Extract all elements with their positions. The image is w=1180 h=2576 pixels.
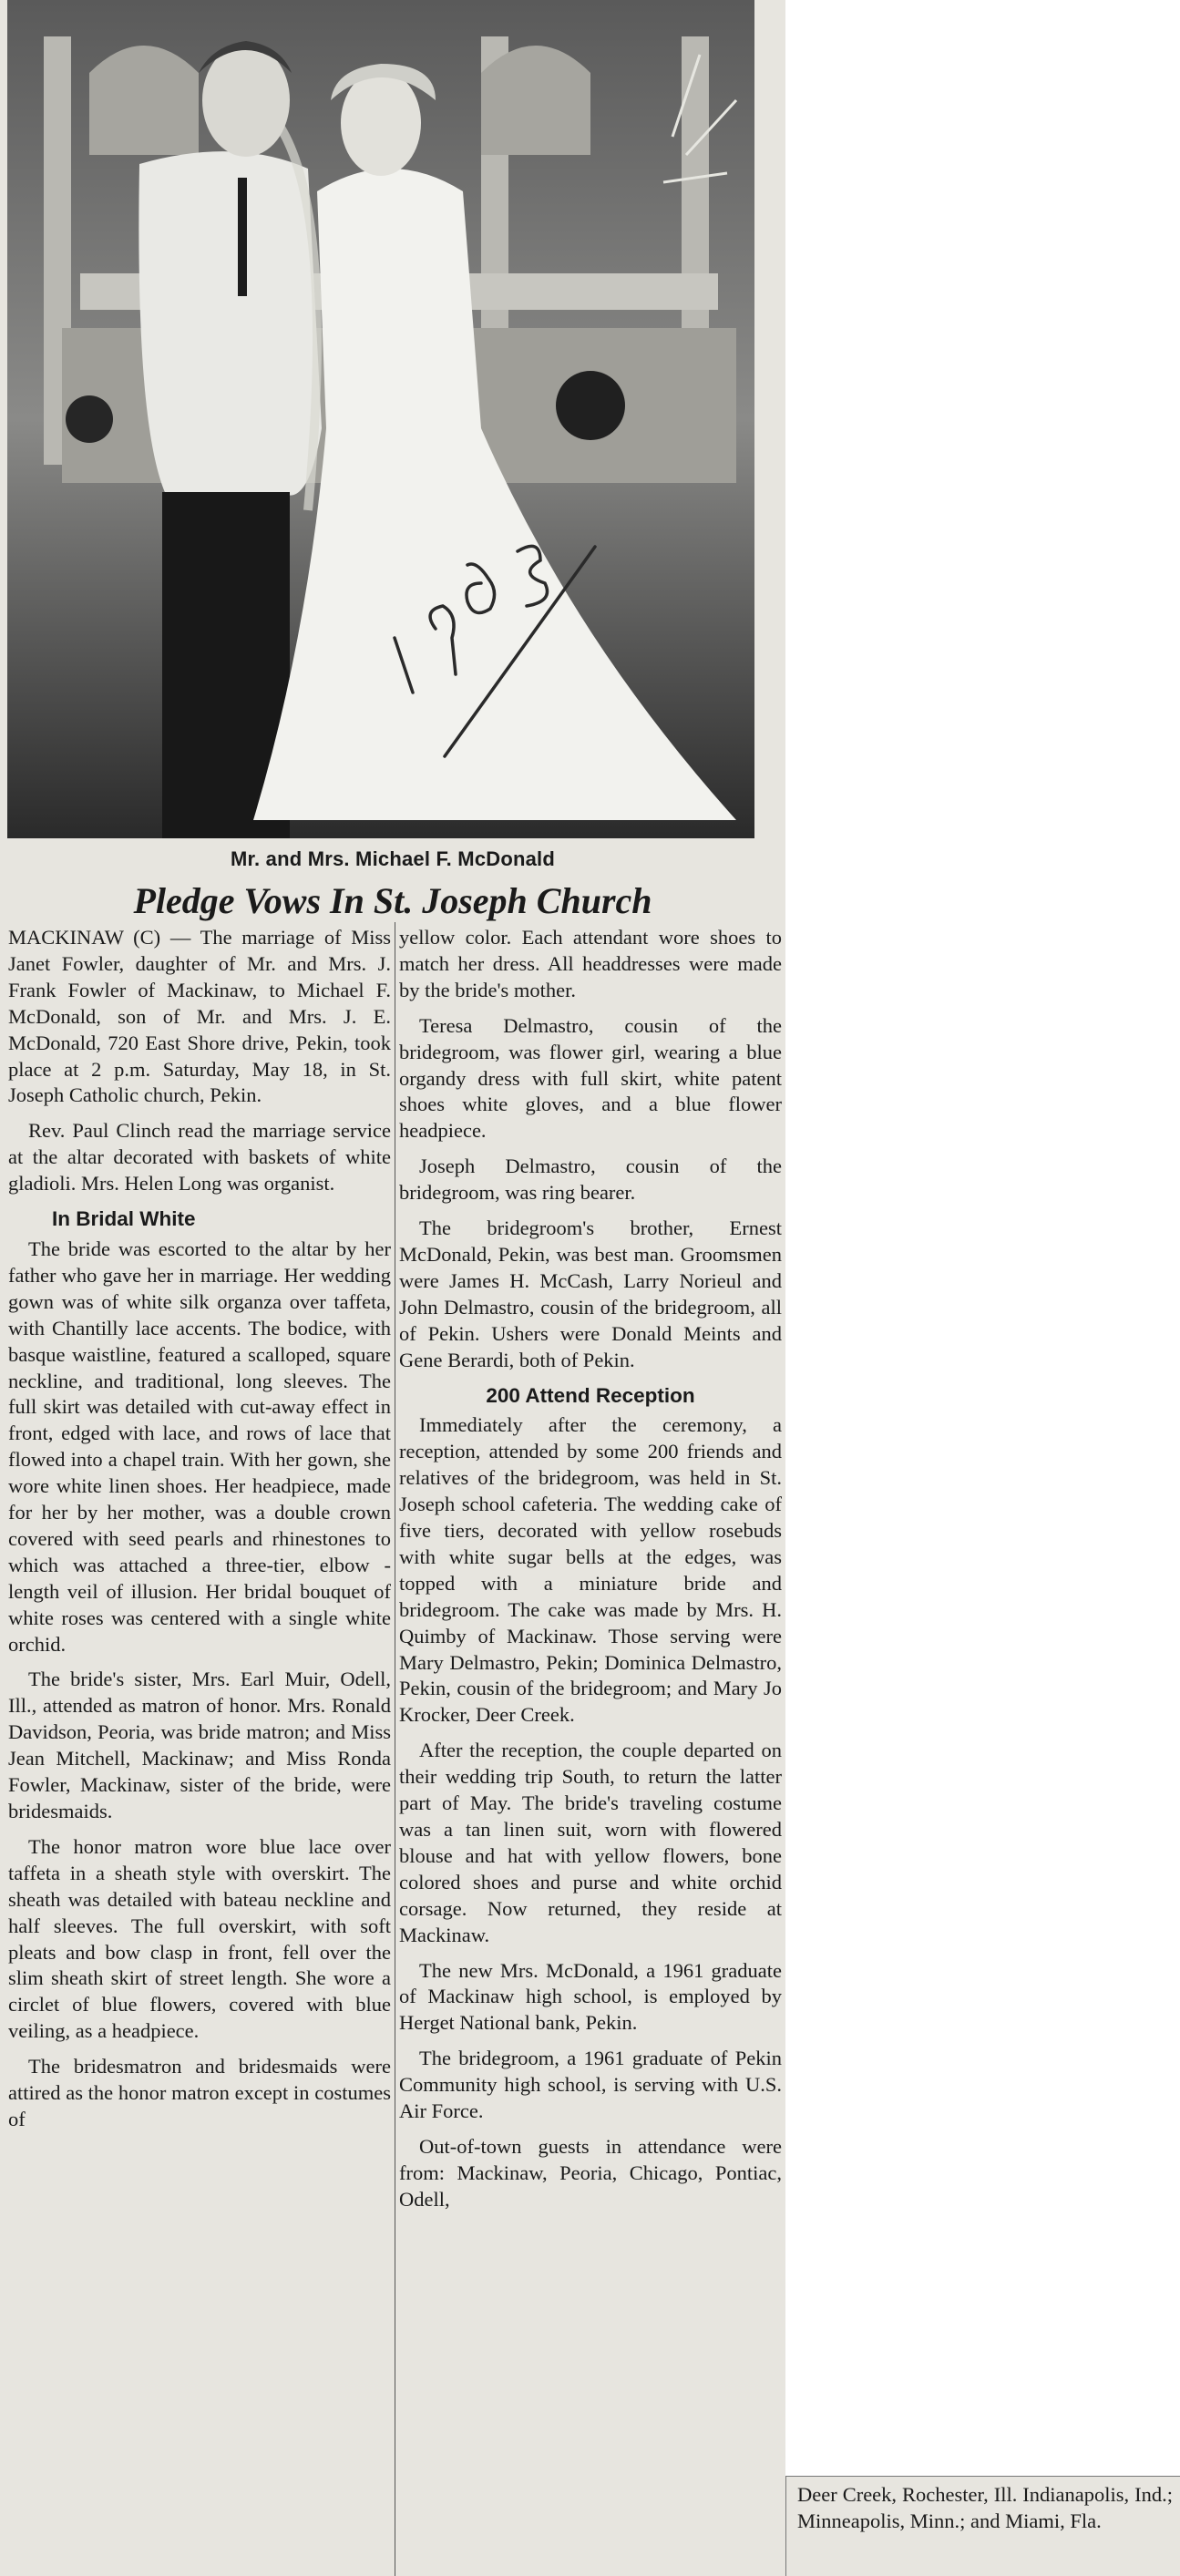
wedding-photo bbox=[7, 0, 754, 838]
article-paragraph: The bride's sister, Mrs. Earl Muir, Odell, Ill., attended as matron of honor. Mrs. Ronald Davidson, Peoria, was bride matron; and Miss Jean Mitchell, Mackinaw; and Miss Ronda Fowler, Mackinaw, sister of the bride, were bridesmaids. bbox=[8, 1668, 391, 1822]
article-paragraph: Immediately after the ceremony, a reception, attended by some 200 friends and relatives of the bridegroom, was held in St. Joseph school cafeteria. The wedding cake of five tiers, decorated with yellow rosebuds with white sugar bells at the edges, was topped with a miniature bride and bridegroom. The cake was made by Mrs. H. Quimby of Mackinaw. Those serving were Mary Delmastro, Pekin; Dominica Delmastro, Pekin, cousin of the bridegroom; and Mary Jo Krocker, Deer Creek. bbox=[399, 1413, 782, 1727]
continuation-text: Deer Creek, Rochester, Ill. Indianapolis, Ind.; Minneapolis, Minn.; and Miami, Fla. bbox=[797, 2483, 1173, 2532]
article-paragraph: Teresa Delmastro, cousin of the bridegroom, was flower girl, wearing a blue organdy dress with full skirt, white patent shoes white gloves, and a blue flower headpiece. bbox=[399, 1013, 782, 1143]
subheading: In Bridal White bbox=[52, 1207, 196, 1231]
article-paragraph: Out-of-town guests in attendance were from: Mackinaw, Peoria, Chicago, Pontiac, Odell, bbox=[399, 2134, 782, 2211]
article-paragraph: The new Mrs. McDonald, a 1961 graduate of Mackinaw high school, is employed by Herget National bank, Pekin. bbox=[399, 1958, 782, 2035]
article-left-column bbox=[8, 925, 391, 2142]
article-right-column bbox=[399, 925, 782, 2222]
article-paragraph: The bridegroom's brother, Ernest McDonald, Pekin, was best man. Groomsmen were James H. McCash, Larry Norieul and John Delmastro, cousin of the bridegroom, all of Pekin. Ushers were Donald Meints and Gene Berardi, both of Pekin. bbox=[399, 1216, 782, 1371]
article-paragraph: Rev. Paul Clinch read the marriage service at the altar decorated with baskets of white gladioli. Mrs. Helen Long was organist. bbox=[8, 1119, 391, 1196]
article-paragraph: After the reception, the couple departed on their wedding trip South, to return the latter part of May. The bride's traveling costume was a tan linen suit, worn with flowered blouse and hat with yellow flowers, bone colored shoes and purse and white orchid corsage. Now returned, they reside at Mackinaw. bbox=[399, 1739, 782, 1946]
article-paragraph: MACKINAW (C) — The marriage of Miss Janet Fowler, daughter of Mr. and Mrs. J. Frank Fowler of Mackinaw, to Michael F. McDonald, son of Mr. and Mrs. J. E. McDonald, 720 East Shore drive, Pekin, took place at 2 p.m. Saturday, May 18, in St. Joseph Catholic church, Pekin. bbox=[8, 926, 391, 1107]
continuation-clipping bbox=[785, 2476, 1180, 2576]
article-paragraph: yellow color. Each attendant wore shoes to match her dress. All headdresses were made by the bride's mother. bbox=[399, 926, 782, 1001]
article-paragraph: The bride was escorted to the altar by her father who gave her in marriage. Her wedding gown was of white silk organza over taffeta, with Chantilly lace accents. The bodice, with basque waistline, featured a scalloped, square neckline, and traditional, long sleeves. The full skirt was detailed with cut-away effect in front, edged with lace, and rows of lace that flowed into a chapel train. With her gown, she wore white linen shoes. Her headpiece, made for her by her mother, was a double crown covered with seed pearls and rhinestones to which was attached a three-tier, elbow - length veil of illusion. Her bridal bouquet of white roses was centered with a single white orchid. bbox=[8, 1237, 391, 1656]
photo-caption: Mr. and Mrs. Michael F. McDonald bbox=[230, 847, 555, 870]
article-headline: Pledge Vows In St. Joseph Church bbox=[133, 880, 652, 921]
article-paragraph: Joseph Delmastro, cousin of the bridegroom, was ring bearer. bbox=[399, 1155, 782, 1205]
subheading: 200 Attend Reception bbox=[486, 1383, 695, 1407]
article-paragraph: The bridegroom, a 1961 graduate of Pekin Community high school, is serving with U.S. Air Force. bbox=[399, 2047, 782, 2123]
article-paragraph: The honor matron wore blue lace over taffeta in a sheath style with overskirt. The sheath was detailed with bateau neckline and half sleeves. The full overskirt, with soft pleats and bow clasp in front, fell over the slim sheath skirt of street length. She wore a circlet of blue flowers, covered with blue veiling, as a headpiece. bbox=[8, 1834, 391, 2043]
article-paragraph: The bridesmatron and bridesmaids were attired as the honor matron except in costumes of bbox=[8, 2055, 391, 2130]
